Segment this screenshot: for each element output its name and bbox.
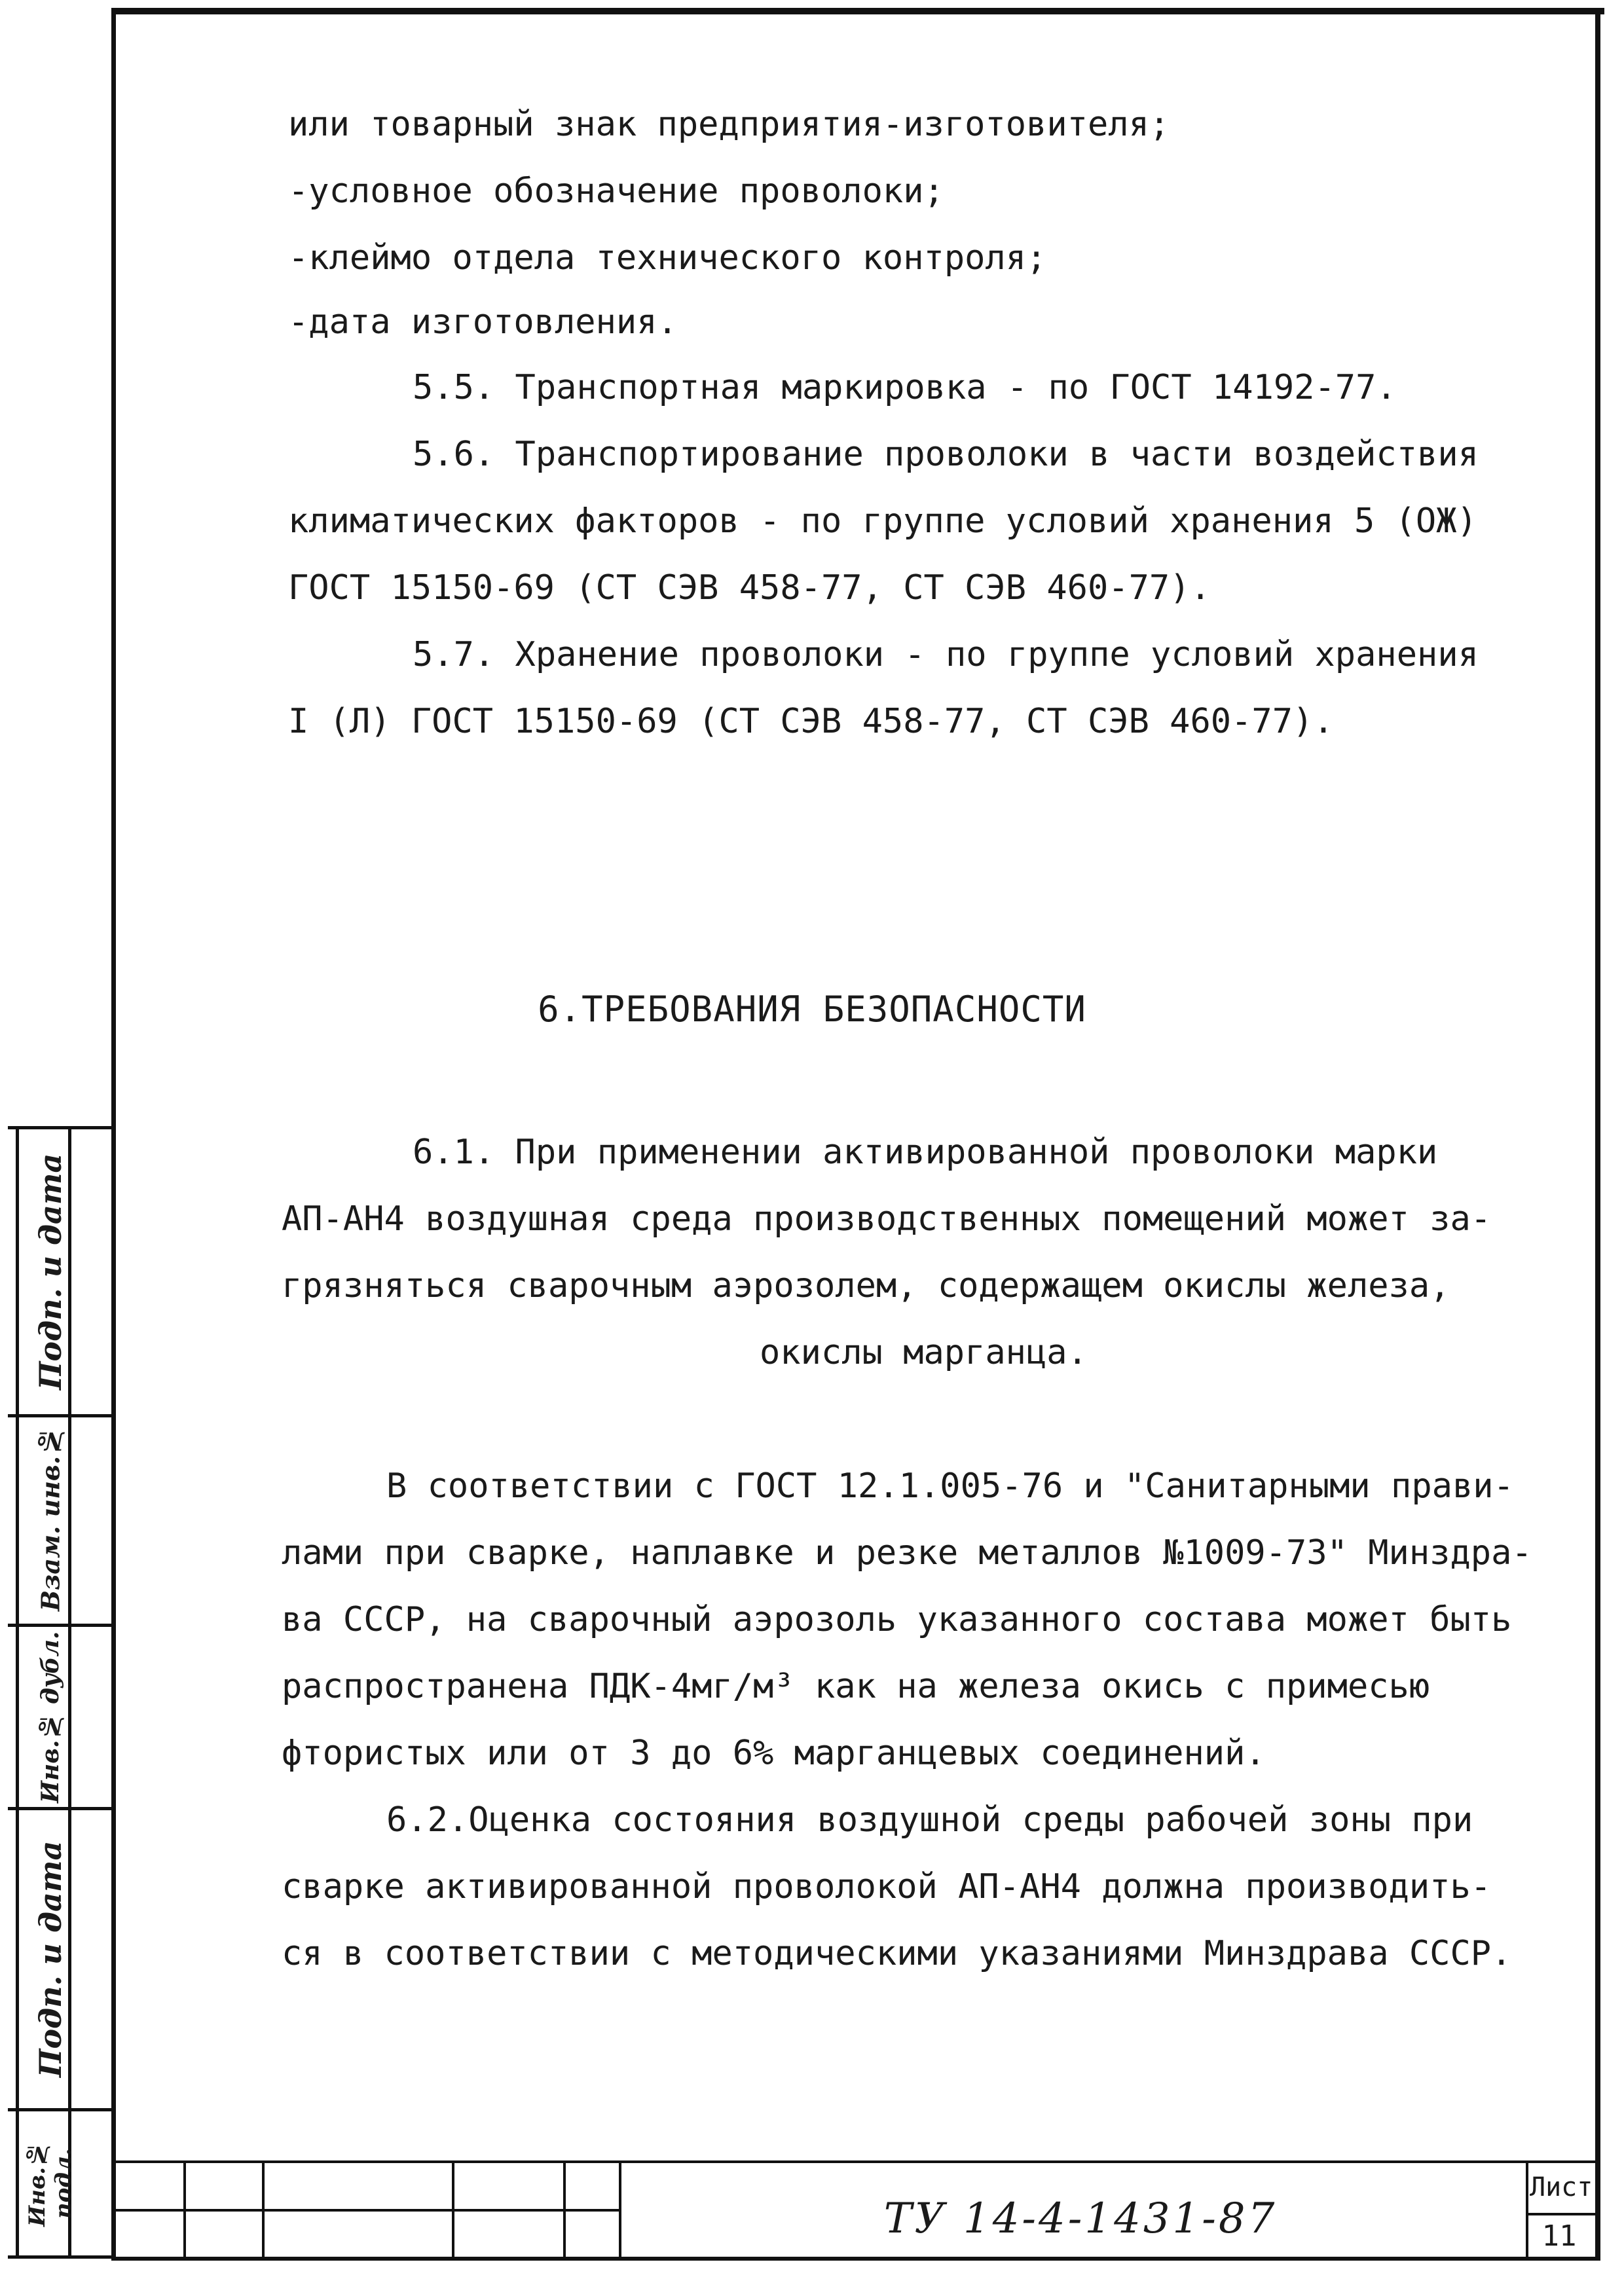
stamp-col-line [563, 2160, 566, 2259]
text-line: или товарный знак предприятия-изготовителя; [288, 105, 1170, 144]
margin-label: Взам. инв.№ [35, 1426, 65, 1612]
text-line: сварке активированной проволокой АП-АН4 должна производить- [282, 1867, 1492, 1906]
stamp-col-line [619, 2160, 621, 2259]
stamp-row-line [115, 2209, 619, 2212]
text-line: климатических факторов - по группе условий хранения 5 (ОЖ) [288, 501, 1477, 541]
sheet-number: 11 [1541, 2219, 1577, 2253]
frame-bottom-border [111, 2257, 1600, 2261]
paragraph-5-6: 5.6. Транспортирование проволоки в части воздействия [413, 435, 1479, 474]
margin-divider [8, 2255, 116, 2259]
text-line: -дата изготовления. [288, 302, 678, 342]
paragraph-5-5: 5.5. Транспортная маркировка - по ГОСТ 14192-77. [413, 368, 1397, 407]
text-line: грязняться сварочным аэрозолем, содержащем окислы железа, [282, 1266, 1450, 1305]
paragraph-gost: В соответствии с ГОСТ 12.1.005-76 и "Санитарными прави- [386, 1467, 1514, 1506]
margin-divider [8, 1414, 116, 1417]
paragraph-5-7: 5.7. Хранение проволоки - по группе условий хранения [413, 635, 1479, 674]
stamp-top-line [115, 2160, 1596, 2163]
text-line: АП-АН4 воздушная среда производственных помещений может за- [282, 1199, 1492, 1239]
stamp-sheet-divider [1526, 2213, 1595, 2215]
margin-label: Подп. и дата [33, 1153, 68, 1391]
margin-divider [8, 1624, 116, 1627]
frame-right-border [1595, 8, 1600, 2260]
margin-label: Подп. и дата [33, 1840, 68, 2078]
margin-label: Инв.№ дубл. [37, 1631, 64, 1803]
paragraph-6-2: 6.2.Оценка состояния воздушной среды рабочей зоны при [386, 1800, 1473, 1840]
text-line: -условное обозначение проволоки; [288, 172, 944, 211]
text-line: окислы марганца. [760, 1333, 1088, 1372]
frame-top-border [111, 8, 1604, 14]
text-line: -клеймо отдела технического контроля; [288, 238, 1047, 278]
text-line: ГОСТ 15150-69 (СТ СЭВ 458-77, СТ СЭВ 460-77). [288, 568, 1211, 608]
margin-divider [8, 2108, 116, 2111]
stamp-col-line [183, 2160, 186, 2259]
text-line: лами при сварке, наплавке и резке металлов №1009-73" Минздра- [282, 1533, 1532, 1573]
margin-stamp-column [8, 1126, 114, 2259]
paragraph-6-1: 6.1. При применении активированной проволоки марки [413, 1133, 1438, 1172]
stamp-col-line [262, 2160, 265, 2259]
margin-line [16, 1126, 19, 2259]
margin-divider [8, 1807, 116, 1810]
document-code: ТУ 14-4-1431-87 [883, 2195, 1278, 2243]
stamp-col-line [452, 2160, 454, 2259]
text-line: ся в соответствии с методическими указаниями Минздрава СССР. [282, 1934, 1512, 1973]
stamp-col-line [1526, 2160, 1528, 2259]
text-line: I (Л) ГОСТ 15150-69 (СТ СЭВ 458-77, СТ СЭВ 460-77). [288, 702, 1334, 741]
text-line: фтористых или от 3 до 6% марганцевых соединений. [282, 1734, 1266, 1773]
text-line: распространена ПДК-4мг/м³ как на железа окись с примесью [282, 1667, 1430, 1706]
margin-label: Инв.№ подл. [24, 2140, 77, 2227]
margin-divider [8, 1126, 116, 1129]
text-line: ва СССР, на сварочный аэрозоль указанного состава может быть [282, 1600, 1512, 1639]
section-heading: 6.ТРЕБОВАНИЯ БЕЗОПАСНОСТИ [538, 989, 1086, 1030]
sheet-label: Лист [1530, 2172, 1593, 2202]
